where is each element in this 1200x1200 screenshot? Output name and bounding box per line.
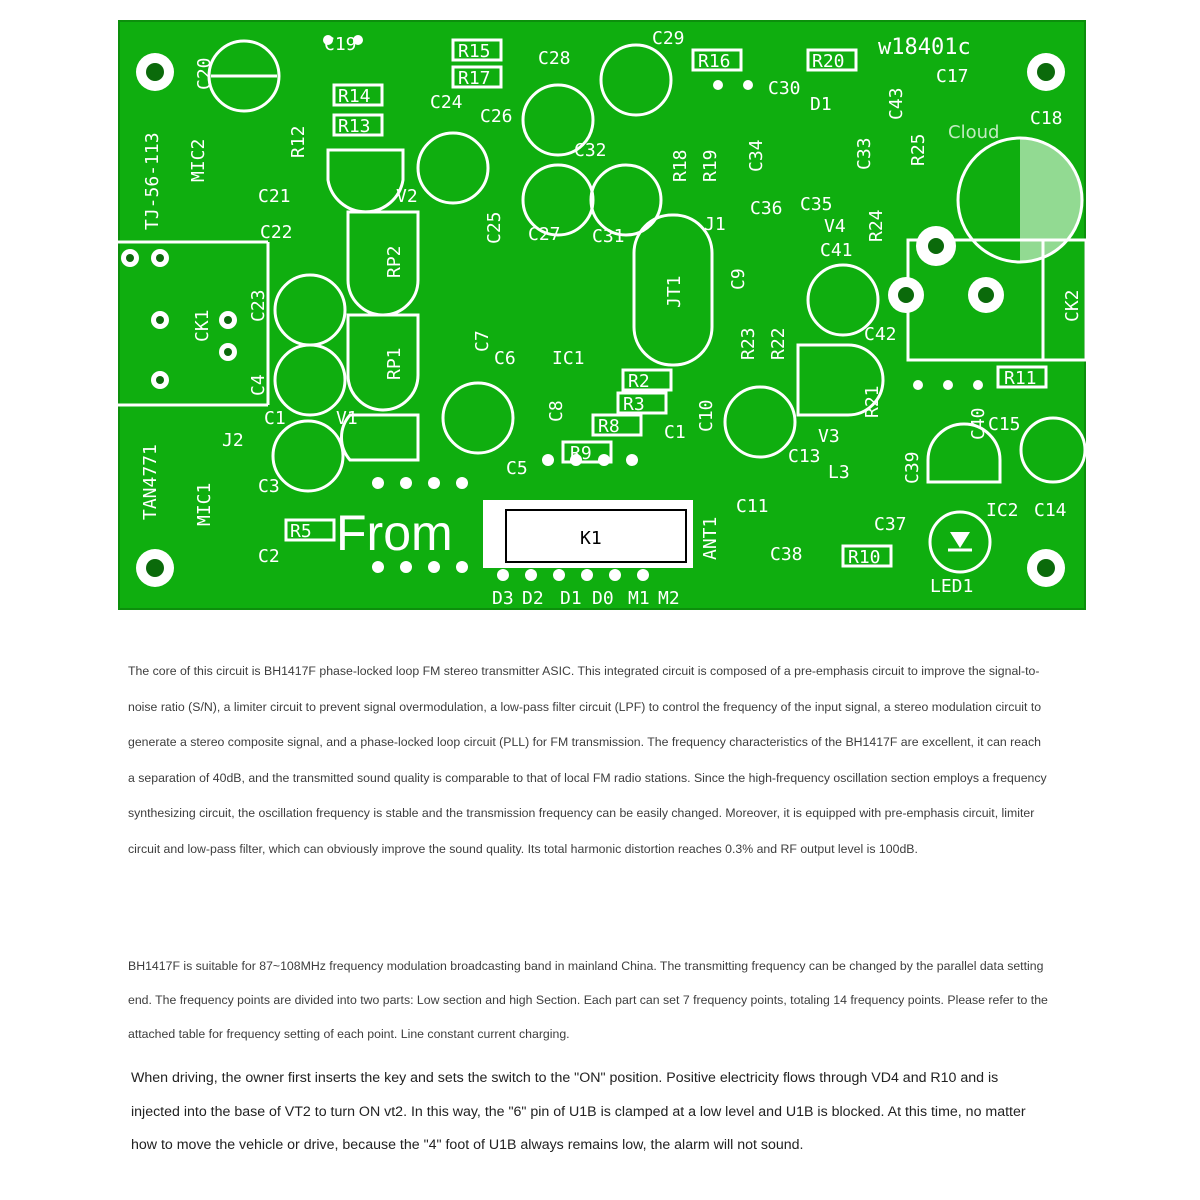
label-r22: R22 [768, 327, 789, 360]
label-d1: D1 [810, 94, 832, 115]
label-c7: C7 [472, 330, 493, 352]
label-r15: R15 [458, 41, 491, 62]
label-j2: J2 [222, 430, 244, 451]
label-c23: C23 [248, 289, 269, 322]
description-paragraph-2 [128, 949, 1048, 1051]
label-rp1: RP1 [384, 347, 405, 380]
label-c39: C39 [902, 451, 923, 484]
label-ic1: IC1 [552, 348, 585, 369]
label-r25: R25 [908, 133, 929, 166]
label-r23: R23 [738, 327, 759, 360]
paragraph-text-2: BH1417F is suitable for 87~108MHz frequency modulation broadcasting band in mainland China. The transmitting frequency can be changed by the parallel data setting end. The frequency points are divided into two parts: Low section and high Section. Each part can set 7 frequency points, totaling 14 frequency points. Please refer to the attached table for frequency setting of each point. Line constant current charging. [128, 959, 1048, 1041]
label-ck1: CK1 [192, 309, 213, 342]
label-c4: C4 [248, 374, 269, 396]
label-r18: R18 [670, 149, 691, 182]
label-r21: R21 [862, 385, 883, 418]
label-c34: C34 [746, 139, 767, 172]
label-c40: C40 [968, 407, 989, 440]
label-jt1: JT1 [664, 275, 685, 308]
label-c17: C17 [936, 66, 969, 87]
label-r14: R14 [338, 86, 371, 107]
label-c38: C38 [770, 544, 803, 565]
label-v3: V3 [818, 426, 840, 447]
label-c36: C36 [750, 198, 783, 219]
ant-label: ANT1 [700, 516, 721, 560]
board-id-label: w18401c [878, 35, 971, 60]
label-c6: C6 [494, 348, 516, 369]
description-paragraph-3 [131, 1062, 1051, 1163]
label-c10: C10 [696, 399, 717, 432]
label-r3: R3 [623, 394, 645, 415]
label-c42: C42 [864, 324, 897, 345]
label-r19: R19 [700, 149, 721, 182]
label-v4: V4 [824, 216, 846, 237]
label-c5: C5 [506, 458, 528, 479]
label-c30: C30 [768, 78, 801, 99]
tan-label: TAN4771 [140, 444, 161, 520]
label-mic2: MIC2 [188, 138, 209, 182]
label-rp2: RP2 [384, 245, 405, 278]
label-r20: R20 [812, 51, 845, 72]
label-c8: C8 [546, 400, 567, 422]
from-label: From [336, 505, 453, 561]
label-c12: C1 [664, 422, 686, 443]
label-v2: V2 [396, 186, 418, 207]
label-c3: C3 [258, 476, 280, 497]
description-paragraph-1 [128, 654, 1048, 868]
label-c1: C1 [264, 408, 286, 429]
header-pin-d2: D2 [522, 588, 544, 609]
label-v1: V1 [336, 408, 358, 429]
paragraph-text-3: When driving, the owner first inserts the key and sets the switch to the "ON" position. Positive electricity flows through VD4 and R10 and is injected into the base of VT2 to turn ON vt2. In this way, the "6" pin of U1B is clamped at a low level and U1B is blocked. At this time, no matter how to move the vehicle or drive, because the "4" foot of U1B always remains low, the alarm will not sound. [131, 1070, 1026, 1153]
label-c26: C26 [480, 106, 513, 127]
label-c11: C11 [736, 496, 769, 517]
label-r11: R11 [1004, 368, 1037, 389]
label-mic1: MIC1 [194, 482, 215, 526]
label-ic2: IC2 [986, 500, 1019, 521]
label-r17: R17 [458, 68, 491, 89]
label-r24: R24 [866, 209, 887, 242]
label-c32: C32 [574, 140, 607, 161]
label-c21: C21 [258, 186, 291, 207]
pcb-board-image [118, 20, 1086, 610]
label-r12: R12 [288, 125, 309, 158]
label-c9: C9 [728, 268, 749, 290]
tj-label: TJ-56-113 [142, 132, 163, 230]
label-c13: C13 [788, 446, 821, 467]
label-j1: J1 [704, 214, 726, 235]
label-c29: C29 [652, 28, 685, 49]
label-r5: R5 [290, 521, 312, 542]
label-c37: C37 [874, 514, 907, 535]
label-c20: C20 [194, 57, 215, 90]
header-pin-m1: M1 [628, 588, 650, 609]
label-r16: R16 [698, 51, 731, 72]
header-pin-d3: D3 [492, 588, 514, 609]
label-c28: C28 [538, 48, 571, 69]
label-c22: C22 [260, 222, 293, 243]
label-c41: C41 [820, 240, 853, 261]
label-r9: R9 [570, 443, 592, 464]
label-c33: C33 [854, 137, 875, 170]
label-l3: L3 [828, 462, 850, 483]
label-c24: C24 [430, 92, 463, 113]
label-c18: C18 [1030, 108, 1063, 129]
label-led1: LED1 [930, 576, 974, 597]
relay-label: K1 [580, 528, 602, 549]
label-r8: R8 [598, 416, 620, 437]
label-c43: C43 [886, 87, 907, 120]
label-ck2: CK2 [1062, 289, 1083, 322]
paragraph-text-1: The core of this circuit is BH1417F phase-locked loop FM stereo transmitter ASIC. This integrated circuit is composed of a pre-emphasis circuit to improve the signal-to-noise ratio (S/N), a limiter circuit to prevent signal overmodulation, a low-pass filter circuit (LPF) to control the frequency of the input signal, a stereo modulation circuit to generate a stereo composite signal, and a phase-locked loop circuit (PLL) for FM transmission. The frequency characteristics of the BH1417F are excellent, it can reach a separation of 40dB, and the transmitted sound quality is comparable to that of local FM radio stations. Since the high-frequency oscillation section employs a frequency synthesizing circuit, the oscillation frequency is stable and the transmission frequency can be easily changed. Moreover, it is equipped with pre-emphasis circuit, limiter circuit and low-pass filter, which can obviously improve the sound quality. Its total harmonic distortion reaches 0.3% and RF output level is 100dB. [128, 664, 1047, 856]
label-c19: C19 [324, 34, 357, 55]
label-c27: C27 [528, 224, 561, 245]
label-r10: R10 [848, 547, 881, 568]
header-pin-m2: M2 [658, 588, 680, 609]
label-c35: C35 [800, 194, 833, 215]
label-c31: C31 [592, 226, 625, 247]
label-c14: C14 [1034, 500, 1067, 521]
label-c2: C2 [258, 546, 280, 567]
label-c15: C15 [988, 414, 1021, 435]
label-r2: R2 [628, 371, 650, 392]
header-pin-d1: D1 [560, 588, 582, 609]
label-r13: R13 [338, 116, 371, 137]
header-pin-d0: D0 [592, 588, 614, 609]
label-c25: C25 [484, 211, 505, 244]
watermark-label: Cloud [948, 122, 1000, 143]
